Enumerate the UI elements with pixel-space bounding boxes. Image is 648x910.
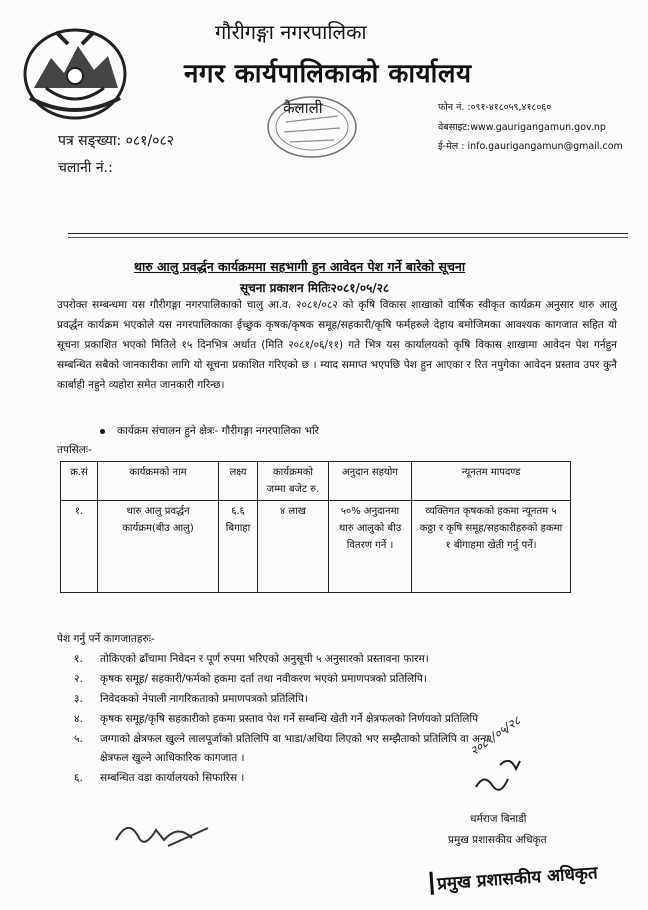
list-item-text: कृषक समूह/कृषि सहकारीको हकमा प्रस्ताव पेश गर्ने सम्बन्धि खेती गर्ने क्षेत्रफलको निर्णयको प्रतिलिपि bbox=[100, 713, 479, 725]
notice-body: उपरोक्त सम्बन्धमा यस गौरीगङ्गा नगरपालिकाको चालु आ.व. २०८१/०८२ को कृषि विकास शाखाको वार्षिक स्वीकृत कार्यक्रम अनुसार थारु आलु प्रवर्द्धन कार्यक्रम भएकोले यस नगरपालिकाका ईच्छुक कृषक/कृषक समूह/सहकारी/कृषि फर्महरुले देहाय बमोजिमका आवश्यक कागजात सहित यो सूचना प्रकाशित भएको मितिले १५ दिनभित्र अर्थात (मिति २०८१/०६/११) गते भित्र यस कार्यालयको कृषि विकास शाखामा आवेदन पेश गर्नहुन सम्बन्धित सबैको जानकारीका लागि यो सूचना प्रकाशित गरिएको छ । म्याद समाप्त भएपछि पेश हुन आएका र रित नपुगेका आवेदन प्रस्ताव उपर कुनै कार्बाही नहुने व्यहोरा समेत जानकारी गरिन्छ। bbox=[57, 299, 617, 391]
col-criteria: न्यूनतम मापदण्ड bbox=[412, 462, 571, 501]
list-item bbox=[74, 692, 308, 706]
nepal-emblem-icon bbox=[16, 18, 134, 126]
notice-subject: थारु आलु प्रवर्द्धन कार्यक्रममा सहभागी हुन आवेदन पेश गर्ने बारेको सूचना bbox=[134, 259, 466, 274]
details-label: तपसिलः- bbox=[57, 444, 92, 456]
list-item-number: ५. bbox=[74, 733, 83, 745]
left-signature bbox=[108, 810, 228, 860]
list-item-text: जग्गाको क्षेत्रफल खुल्ने लालपूर्जाको प्रतिलिपि वा भाडा/अधिया लिएको भए सम्झैताको प्रतिलिपि वा अन्य bbox=[100, 733, 490, 745]
list-item-text: तोकिएको ढाँचामा निवेदन र पूर्ण रुपमा भरिएको अनुसूची ५ अनुसारको प्रस्तावना फारम। bbox=[100, 653, 429, 665]
col-program-name: कार्यक्रमको नाम bbox=[98, 462, 219, 501]
signer-name: धर्मराज बिनाडी bbox=[470, 813, 527, 825]
cell-program-name: थारु आलु प्रवर्द्धन कार्यक्रम(बीउ आलु) bbox=[98, 501, 219, 593]
list-item bbox=[74, 652, 429, 666]
handwritten-date: २०८१/०५/२८ bbox=[467, 713, 523, 759]
website-link[interactable]: वेबसाइट:www.gaurigangamun.gov.np bbox=[438, 122, 606, 133]
col-subsidy: अनुदान सहयोग bbox=[329, 462, 412, 501]
list-item-text: कृषक समूह/ सहकारी/फर्मको हकमा दर्ता तथा नवीकरण भएको प्रमाणपत्रको प्रतिलिपि। bbox=[100, 673, 427, 685]
table-header-row bbox=[61, 462, 571, 501]
designation-stamp: प्रमुख प्रशासकीय अधिकृत bbox=[429, 860, 598, 895]
list-item-number: ४. bbox=[74, 713, 83, 725]
municipality-name: गौरीगङ्गा नगरपालिका bbox=[215, 20, 367, 44]
dispatch-number: चलानी नं.: bbox=[58, 160, 113, 176]
publication-date: सूचना प्रकाशन मितिः२०८१/०५/२८ bbox=[240, 281, 390, 295]
phone-number: फोन नं. :०९१-४१८०५९,४१८०६० bbox=[438, 102, 552, 113]
documents-heading: पेश गर्नु पर्ने कागजातहरुः- bbox=[57, 633, 155, 645]
header-divider-thin bbox=[68, 237, 628, 238]
program-table bbox=[60, 461, 571, 593]
list-item-text: सम्बन्धित वडा कार्यालयको सिफारिस । bbox=[100, 772, 245, 784]
col-target: लक्ष्य bbox=[219, 462, 258, 501]
list-item-number: २. bbox=[74, 673, 83, 685]
header-divider bbox=[68, 233, 628, 234]
table-row bbox=[61, 501, 571, 593]
list-item-number: ६. bbox=[74, 772, 83, 784]
cell-serial: १. bbox=[61, 501, 98, 593]
cell-criteria: व्यक्तिगत कृषकको हकमा न्यूनतम ५ कठ्ठा र कृषि समूह/सहकारीहरुको हकमा १ बीगाहमा खेती गर्नु पर्ने। bbox=[412, 501, 571, 593]
signer-title: प्रमुख प्रशासकीय अधिकृत bbox=[448, 834, 547, 846]
office-subline: कैलाली bbox=[283, 99, 323, 117]
list-item-continuation: क्षेत्रफल खुल्ने आधिकारिक कागजात । bbox=[100, 752, 245, 764]
list-item bbox=[74, 672, 427, 686]
office-name: नगर कार्यपालिकाको कार्यालय bbox=[184, 59, 472, 89]
list-item-number: ३. bbox=[74, 693, 83, 705]
office-seal-stamp bbox=[248, 92, 376, 162]
list-item-text: निवेदकको नेपाली नागरिकताको प्रमाणपत्रको प्रतिलिपि। bbox=[100, 693, 308, 705]
list-item bbox=[74, 712, 478, 726]
list-item-number: १. bbox=[74, 653, 83, 665]
program-area-text: कार्यक्रम संचालन हुने क्षेत्रः- गौरीगङ्गा नगरपालिका भरि bbox=[117, 425, 319, 437]
col-budget: कार्यक्रमको जम्मा बजेट रु. bbox=[258, 462, 329, 501]
program-area bbox=[100, 424, 319, 438]
bullet-icon bbox=[100, 429, 105, 434]
email-address[interactable]: ई-मेल : info.gaurigangamun@gmail.com bbox=[438, 141, 623, 152]
col-serial: क्र.सं bbox=[61, 462, 98, 501]
list-item bbox=[74, 732, 489, 746]
cell-target: ६.६ बिगाहा bbox=[219, 501, 258, 593]
cell-budget: ४ लाख bbox=[258, 501, 329, 593]
cell-subsidy: ५०% अनुदानमा थारु आलुको बीउ वितरण गर्ने । bbox=[329, 501, 412, 593]
list-item bbox=[74, 771, 244, 785]
letter-number: पत्र सङ्ख्या: ०८१/०८२ bbox=[58, 133, 175, 149]
